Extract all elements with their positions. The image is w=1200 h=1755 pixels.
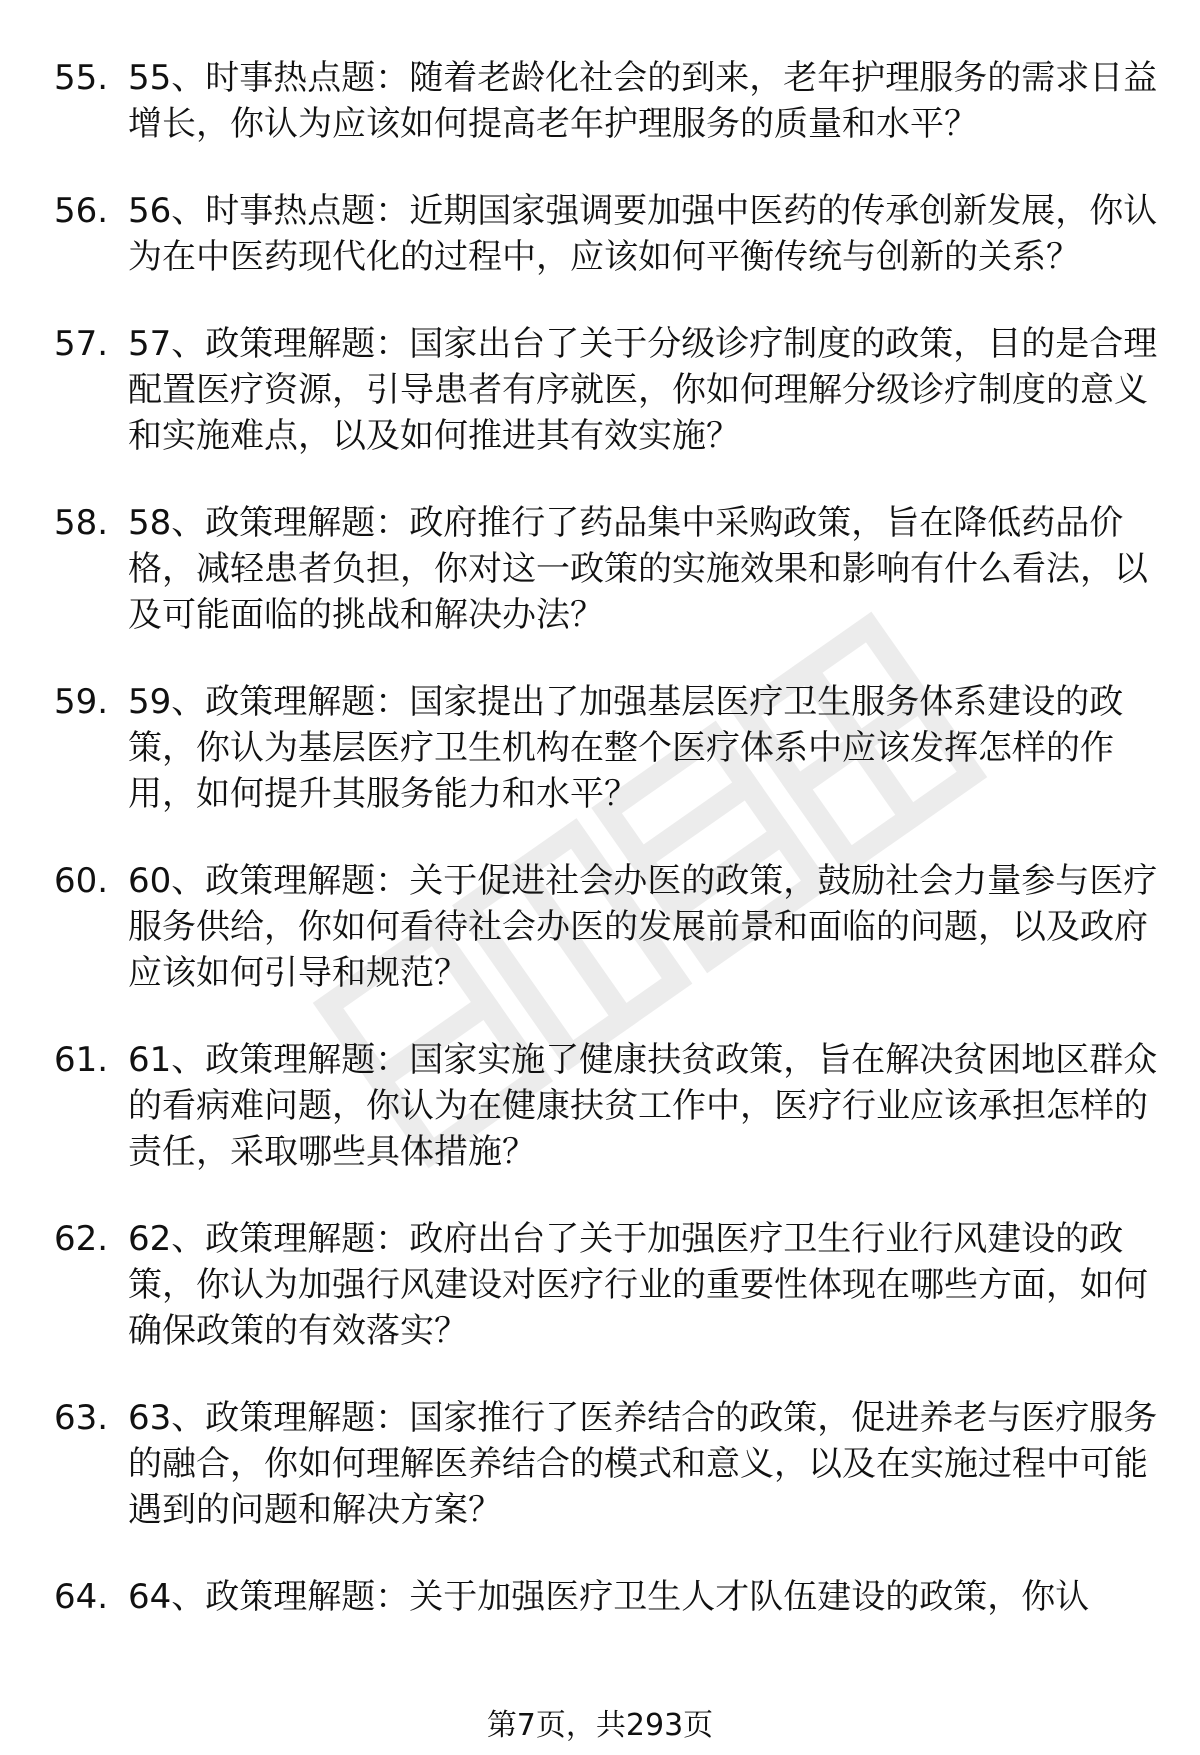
question-text: 63、政策理解题：国家推行了医养结合的政策，促进养老与医疗服务的融合，你如何理解医养结合的模式和意义，以及在实施过程中可能遇到的问题和解决方案？ [128,1398,1158,1530]
question-item [0,55,1200,147]
question-text: 59、政策理解题：国家提出了加强基层医疗卫生服务体系建设的政策，你认为基层医疗卫生机构在整个医疗体系中应该发挥怎样的作用，如何提升其服务能力和水平？ [128,682,1124,814]
question-item [0,1037,1200,1175]
question-number: 62. [54,1219,109,1259]
question-list [0,55,1200,1620]
question-text: 64、政策理解题：关于加强医疗卫生人才队伍建设的政策，你认 [128,1577,1090,1617]
question-text: 58、政策理解题：政府推行了药品集中采购政策，旨在降低药品价格，减轻患者负担，你对这一政策的实施效果和影响有什么看法，以及可能面临的挑战和解决办法？ [128,503,1148,635]
question-number: 55. [54,58,109,98]
question-item [0,1395,1200,1533]
question-number: 56. [54,191,109,231]
question-item [0,1216,1200,1354]
question-number: 59. [54,682,109,722]
question-item [0,1574,1200,1620]
question-text: 62、政策理解题：政府出台了关于加强医疗卫生行业行风建设的政策，你认为加强行风建设对医疗行业的重要性体现在哪些方面，如何确保政策的有效落实？ [128,1219,1148,1351]
question-text: 60、政策理解题：关于促进社会办医的政策，鼓励社会力量参与医疗服务供给，你如何看待社会办医的发展前景和面临的问题，以及政府应该如何引导和规范？ [128,861,1158,993]
question-text: 57、政策理解题：国家出台了关于分级诊疗制度的政策，目的是合理配置医疗资源，引导患者有序就医，你如何理解分级诊疗制度的意义和实施难点，以及如何推进其有效实施？ [128,324,1158,456]
question-number: 64. [54,1577,109,1617]
question-text: 56、时事热点题：近期国家强调要加强中医药的传承创新发展，你认为在中医药现代化的过程中，应该如何平衡传统与创新的关系？ [128,191,1158,277]
question-number: 60. [54,861,109,901]
question-number: 63. [54,1398,109,1438]
question-item [0,500,1200,638]
question-text: 55、时事热点题：随着老龄化社会的到来，老年护理服务的需求日益增长，你认为应该如何提高老年护理服务的质量和水平？ [128,58,1158,144]
page-footer: 第7页，共293页 [486,1708,714,1743]
question-text: 61、政策理解题：国家实施了健康扶贫政策，旨在解决贫困地区群众的看病难问题，你认为在健康扶贫工作中，医疗行业应该承担怎样的责任，采取哪些具体措施？ [128,1040,1158,1172]
question-number: 57. [54,324,109,364]
question-item [0,188,1200,280]
question-item [0,679,1200,817]
question-item [0,858,1200,996]
question-number: 58. [54,503,109,543]
question-number: 61. [54,1040,109,1080]
question-item [0,321,1200,459]
